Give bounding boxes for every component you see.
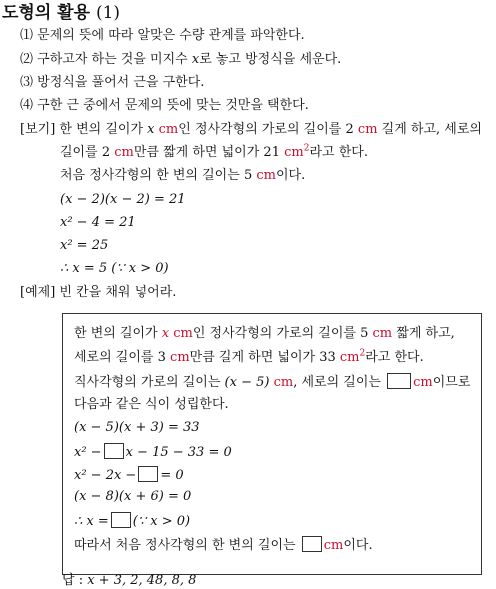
step-text: 로 놓고 방정식을 세운다. — [199, 52, 342, 67]
text: 이다. — [275, 168, 306, 183]
exercise-heading — [20, 285, 176, 301]
exercise-equation-2 — [74, 443, 232, 461]
text: , 세로의 길이는 — [293, 375, 381, 390]
exercise-equation-3 — [74, 466, 184, 484]
text: 짧게 하고, — [396, 326, 455, 341]
text: 이다. — [343, 538, 373, 553]
exercise-equation-1: (x − 5)(x + 3) = 33 — [74, 420, 200, 435]
step-2 — [20, 52, 341, 68]
example-equation-1: (x − 2)(x − 2) = 21 — [60, 192, 186, 207]
exercise-line-1 — [74, 326, 455, 342]
text: 처음 정사각형의 한 변의 길이는 — [60, 168, 240, 183]
unit: cm — [339, 350, 360, 365]
step-marker: ⑷ — [20, 98, 34, 113]
unit: cm — [372, 326, 393, 341]
answer-label: 답 : — [62, 573, 84, 588]
text: 한 변의 길이가 — [59, 122, 144, 137]
variable: x — [191, 52, 200, 67]
exercise-line-2 — [74, 350, 424, 366]
expression: (∵ x > 0) — [132, 514, 191, 529]
step-text: 구한 근 중에서 문제의 뜻에 맞는 것만을 택한다. — [37, 98, 309, 113]
step-marker: ⑴ — [20, 28, 34, 43]
step-marker: ⑶ — [20, 75, 34, 90]
unit: cm — [170, 350, 190, 365]
example-equation-4: ∴ x = 5 (∵ x > 0) — [60, 261, 169, 276]
title-text: 도형의 활용 — [2, 3, 91, 23]
example-label: [보기] — [20, 122, 56, 137]
exercise-line-5 — [74, 536, 373, 554]
example-line-2 — [60, 145, 368, 161]
exponent: 2 — [359, 348, 366, 359]
exercise-label: [예제] — [20, 285, 56, 300]
expression: = 0 — [160, 468, 184, 483]
text: 길게 하고, 세로의 — [381, 122, 482, 137]
step-text: 문제의 뜻에 따라 알맞은 수량 관계를 파악한다. — [37, 28, 305, 43]
exercise-line-4: 다음과 같은 식이 성립한다. — [74, 397, 229, 412]
number: 2 — [101, 145, 111, 160]
answer-blank-5[interactable] — [302, 536, 322, 552]
step-4 — [20, 98, 309, 114]
exercise-box — [62, 313, 482, 575]
step-3 — [20, 75, 204, 91]
answer-blank-2[interactable] — [104, 443, 124, 459]
expression: x² − 2x − — [74, 468, 137, 483]
unit: cm — [114, 145, 134, 160]
step-1 — [20, 28, 305, 44]
number: 5 — [243, 168, 253, 183]
step-marker: ⑵ — [20, 52, 34, 67]
variable: x — [161, 326, 170, 341]
number: 3 — [157, 350, 166, 365]
unit: cm — [256, 168, 276, 183]
text: 인 정사각형의 가로의 길이를 — [178, 122, 342, 137]
number: 5 — [360, 326, 369, 341]
answer-text: x + 3, 2, 48, 8, 8 — [87, 573, 197, 588]
unit: cm — [173, 326, 193, 341]
exercise-instruction: 빈 칸을 채워 넣어라. — [59, 285, 177, 300]
expression: x − 15 − 33 = 0 — [125, 445, 232, 460]
text: 직사각형의 가로의 길이는 — [74, 375, 221, 390]
step-text: 구하고자 하는 것을 미지수 — [37, 52, 188, 67]
example-line-3 — [60, 168, 305, 184]
unit: cm — [323, 538, 344, 553]
exercise-equation-4: (x − 8)(x + 6) = 0 — [74, 489, 192, 504]
text: 세로의 길이를 — [74, 350, 154, 365]
text: 만큼 길게 하면 넓이가 — [189, 350, 316, 365]
page-title — [2, 3, 120, 23]
exercise-line-3 — [74, 373, 470, 391]
answer-blank-4[interactable] — [111, 512, 131, 528]
text: 라고 한다. — [309, 145, 368, 160]
number: 33 — [319, 350, 336, 365]
expression: ∴ x = — [74, 514, 109, 529]
number: 21 — [263, 145, 280, 160]
unit: cm — [273, 375, 294, 390]
number: 2 — [345, 122, 354, 137]
exponent: 2 — [303, 143, 310, 154]
answer-blank-3[interactable] — [138, 466, 158, 482]
unit: cm — [158, 122, 179, 137]
example-line-1 — [20, 122, 482, 138]
step-text: 방정식을 풀어서 근을 구한다. — [37, 75, 205, 90]
text: 따라서 처음 정사각형의 한 변의 길이는 — [74, 538, 296, 553]
text: 길이를 — [60, 145, 98, 160]
exercise-equation-5 — [74, 512, 190, 530]
text: 한 변의 길이가 — [74, 326, 158, 341]
variable: x — [147, 122, 155, 137]
text: 인 정사각형의 가로의 길이를 — [192, 326, 356, 341]
title-number: (1) — [95, 3, 121, 23]
answer-blank-1[interactable] — [387, 373, 411, 389]
text: 라고 한다. — [365, 350, 424, 365]
answer-line — [62, 573, 196, 589]
text: 만큼 짧게 하면 넓이가 — [133, 145, 260, 160]
unit: cm — [284, 145, 304, 160]
example-equation-2: x² − 4 = 21 — [60, 215, 136, 230]
unit: cm — [413, 375, 433, 390]
text: 이므로 — [432, 375, 471, 390]
expression: (x − 5) — [224, 375, 270, 390]
example-equation-3: x² = 25 — [60, 238, 109, 253]
expression: x² − — [74, 445, 102, 460]
unit: cm — [357, 122, 378, 137]
